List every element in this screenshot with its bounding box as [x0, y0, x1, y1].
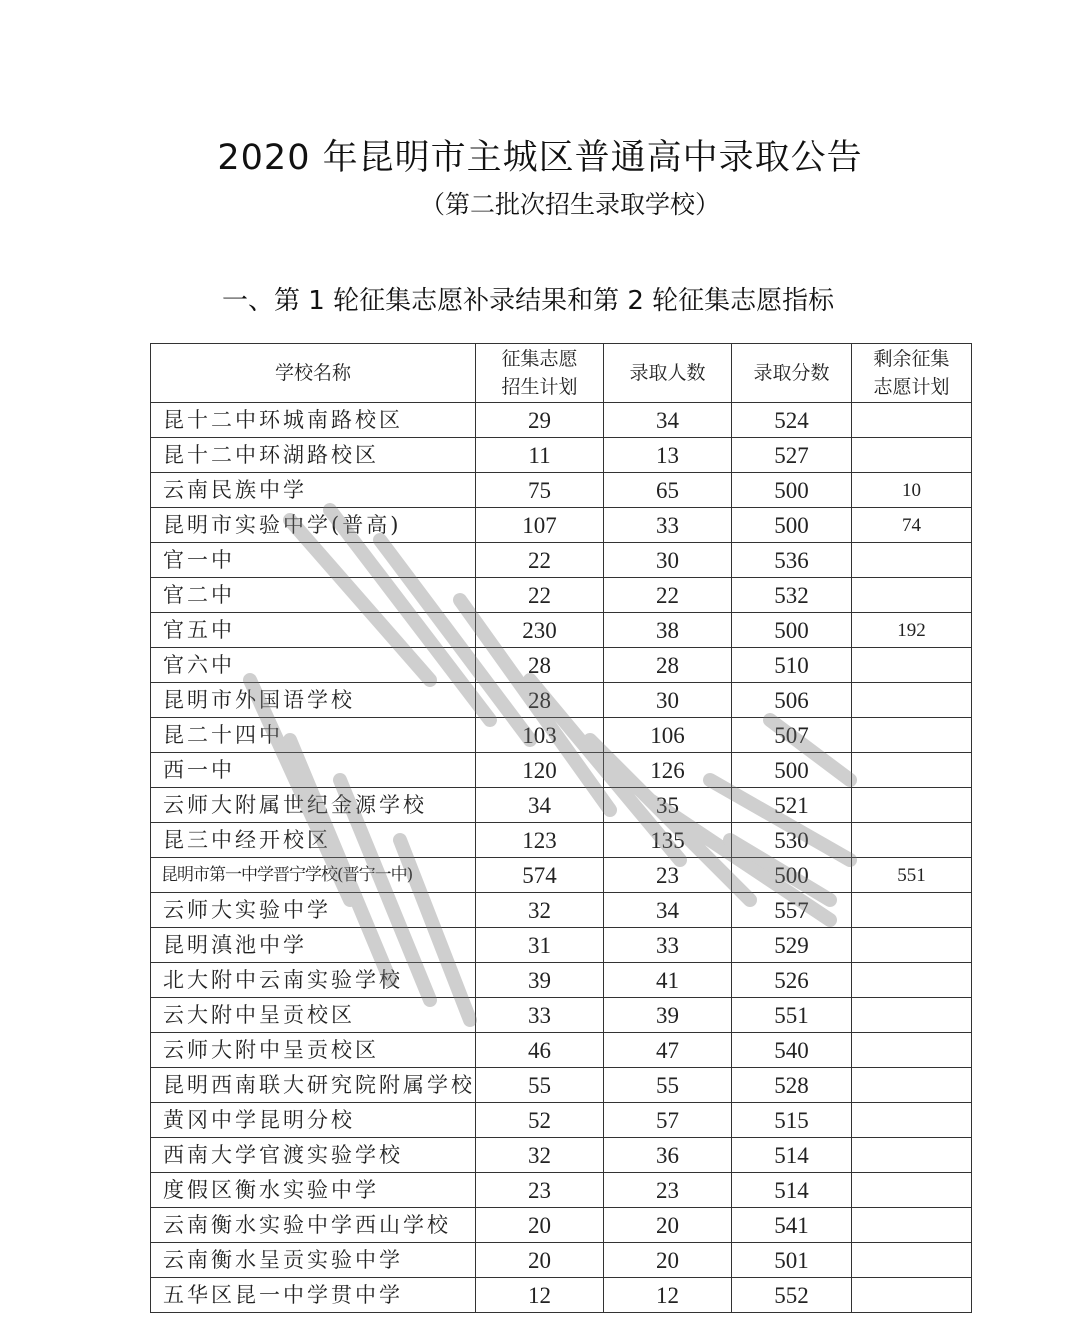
cell-remaining: [852, 753, 972, 788]
table-row: [151, 1068, 972, 1103]
cell-score: 500: [732, 508, 852, 543]
cell-admitted: 135: [604, 823, 732, 858]
cell-admitted: 126: [604, 753, 732, 788]
cell-remaining: [852, 1243, 972, 1278]
header-remaining-line2: 志愿计划: [873, 376, 950, 398]
cell-admitted: 12: [604, 1278, 732, 1313]
cell-school-name: 西一中: [151, 753, 476, 788]
cell-admitted: 28: [604, 648, 732, 683]
table-row: [151, 1103, 972, 1138]
cell-plan: 28: [476, 648, 604, 683]
cell-score: 510: [732, 648, 852, 683]
cell-admitted: 57: [604, 1103, 732, 1138]
cell-plan: 75: [476, 473, 604, 508]
cell-school-name: 昆明市外国语学校: [151, 683, 476, 718]
cell-plan: 34: [476, 788, 604, 823]
cell-remaining: [852, 823, 972, 858]
table-row: [151, 578, 972, 613]
cell-score: 515: [732, 1103, 852, 1138]
cell-plan: 20: [476, 1208, 604, 1243]
table-row: [151, 543, 972, 578]
table-row: [151, 788, 972, 823]
table-row: [151, 473, 972, 508]
cell-score: 507: [732, 718, 852, 753]
cell-score: 530: [732, 823, 852, 858]
table-row: [151, 1173, 972, 1208]
cell-plan: 22: [476, 543, 604, 578]
table-row: [151, 998, 972, 1033]
cell-plan: 29: [476, 403, 604, 438]
cell-plan: 32: [476, 893, 604, 928]
table-header-row: [151, 344, 972, 403]
cell-school-name: 黄冈中学昆明分校: [151, 1103, 476, 1138]
document-subtitle: （第二批次招生录取学校）: [419, 190, 720, 219]
cell-school-name: 官六中: [151, 648, 476, 683]
cell-school-name: 官五中: [151, 613, 476, 648]
cell-remaining: [852, 998, 972, 1033]
cell-school-name: 云南民族中学: [151, 473, 476, 508]
cell-remaining: [852, 648, 972, 683]
table-row: [151, 718, 972, 753]
cell-admitted: 47: [604, 1033, 732, 1068]
table-row: [151, 1033, 972, 1068]
cell-score: 528: [732, 1068, 852, 1103]
document-title: 2020 年昆明市主城区普通高中录取公告: [217, 138, 863, 178]
cell-remaining: [852, 543, 972, 578]
table-row: [151, 1243, 972, 1278]
cell-school-name: 云南衡水实验中学西山学校: [151, 1208, 476, 1243]
cell-school-name: 西南大学官渡实验学校: [151, 1138, 476, 1173]
cell-remaining: 10: [852, 473, 972, 508]
cell-admitted: 34: [604, 893, 732, 928]
cell-score: 514: [732, 1173, 852, 1208]
cell-admitted: 33: [604, 928, 732, 963]
section-heading: 一、第 1 轮征集志愿补录结果和第 2 轮征集志愿指标: [222, 286, 835, 316]
cell-school-name: 云师大实验中学: [151, 893, 476, 928]
cell-plan: 107: [476, 508, 604, 543]
cell-remaining: [852, 963, 972, 998]
cell-admitted: 22: [604, 578, 732, 613]
cell-score: 532: [732, 578, 852, 613]
cell-remaining: [852, 1208, 972, 1243]
cell-score: 501: [732, 1243, 852, 1278]
cell-school-name: 昆明滇池中学: [151, 928, 476, 963]
cell-remaining: [852, 788, 972, 823]
header-score: 录取分数: [732, 344, 852, 403]
cell-score: 500: [732, 473, 852, 508]
cell-plan: 23: [476, 1173, 604, 1208]
cell-admitted: 34: [604, 403, 732, 438]
header-remaining: [852, 344, 972, 403]
cell-remaining: [852, 438, 972, 473]
table-row: [151, 753, 972, 788]
cell-admitted: 20: [604, 1243, 732, 1278]
cell-score: 527: [732, 438, 852, 473]
header-plan: [476, 344, 604, 403]
cell-admitted: 35: [604, 788, 732, 823]
header-plan-line2: 招生计划: [501, 376, 578, 398]
cell-admitted: 55: [604, 1068, 732, 1103]
cell-admitted: 23: [604, 1173, 732, 1208]
cell-plan: 55: [476, 1068, 604, 1103]
cell-admitted: 65: [604, 473, 732, 508]
cell-school-name: 昆明西南联大研究院附属学校: [151, 1068, 476, 1103]
cell-score: 540: [732, 1033, 852, 1068]
table-row: [151, 438, 972, 473]
cell-admitted: 13: [604, 438, 732, 473]
cell-remaining: [852, 718, 972, 753]
cell-remaining: [852, 403, 972, 438]
cell-plan: 103: [476, 718, 604, 753]
cell-score: 500: [732, 858, 852, 893]
cell-school-name: 昆十二中环湖路校区: [151, 438, 476, 473]
cell-plan: 11: [476, 438, 604, 473]
cell-score: 524: [732, 403, 852, 438]
cell-school-name: 云师大附中呈贡校区: [151, 1033, 476, 1068]
table-row: [151, 928, 972, 963]
cell-admitted: 39: [604, 998, 732, 1033]
cell-remaining: 192: [852, 613, 972, 648]
cell-school-name: 昆十二中环城南路校区: [151, 403, 476, 438]
cell-school-name: 云大附中呈贡校区: [151, 998, 476, 1033]
table-row: [151, 403, 972, 438]
table-row: [151, 823, 972, 858]
cell-plan: 31: [476, 928, 604, 963]
cell-plan: 22: [476, 578, 604, 613]
table-row: [151, 613, 972, 648]
cell-score: 500: [732, 613, 852, 648]
cell-score: 526: [732, 963, 852, 998]
cell-admitted: 36: [604, 1138, 732, 1173]
cell-admitted: 41: [604, 963, 732, 998]
cell-remaining: 551: [852, 858, 972, 893]
cell-school-name: 昆三中经开校区: [151, 823, 476, 858]
cell-plan: 39: [476, 963, 604, 998]
cell-school-name: 度假区衡水实验中学: [151, 1173, 476, 1208]
cell-remaining: [852, 1033, 972, 1068]
cell-score: 506: [732, 683, 852, 718]
table-row: [151, 508, 972, 543]
cell-admitted: 30: [604, 683, 732, 718]
cell-plan: 28: [476, 683, 604, 718]
table-row: [151, 1278, 972, 1313]
header-remaining-line1: 剩余征集: [873, 348, 950, 370]
admission-table: [150, 343, 972, 1313]
cell-school-name: 昆明市实验中学(普高): [151, 508, 476, 543]
cell-school-name: 云南衡水呈贡实验中学: [151, 1243, 476, 1278]
cell-plan: 12: [476, 1278, 604, 1313]
cell-remaining: [852, 1068, 972, 1103]
cell-admitted: 106: [604, 718, 732, 753]
cell-plan: 32: [476, 1138, 604, 1173]
cell-admitted: 20: [604, 1208, 732, 1243]
cell-score: 514: [732, 1138, 852, 1173]
cell-school-name: 昆明市第一中学晋宁学校(晋宁一中): [151, 858, 476, 893]
cell-admitted: 38: [604, 613, 732, 648]
cell-plan: 574: [476, 858, 604, 893]
cell-plan: 230: [476, 613, 604, 648]
cell-school-name: 云师大附属世纪金源学校: [151, 788, 476, 823]
cell-admitted: 30: [604, 543, 732, 578]
cell-remaining: 74: [852, 508, 972, 543]
cell-plan: 123: [476, 823, 604, 858]
cell-score: 551: [732, 998, 852, 1033]
cell-admitted: 23: [604, 858, 732, 893]
table-row: [151, 893, 972, 928]
cell-admitted: 33: [604, 508, 732, 543]
header-plan-line1: 征集志愿: [501, 348, 578, 370]
table-row: [151, 683, 972, 718]
cell-remaining: [852, 578, 972, 613]
cell-score: 529: [732, 928, 852, 963]
cell-plan: 33: [476, 998, 604, 1033]
cell-plan: 52: [476, 1103, 604, 1138]
cell-school-name: 五华区昆一中学贯中学: [151, 1278, 476, 1313]
cell-school-name: 北大附中云南实验学校: [151, 963, 476, 998]
cell-school-name: 官二中: [151, 578, 476, 613]
table-row: [151, 648, 972, 683]
cell-remaining: [852, 928, 972, 963]
cell-remaining: [852, 893, 972, 928]
cell-score: 557: [732, 893, 852, 928]
cell-remaining: [852, 683, 972, 718]
cell-school-name: 昆二十四中: [151, 718, 476, 753]
header-admitted: 录取人数: [604, 344, 732, 403]
header-school-name: 学校名称: [151, 344, 476, 403]
table-row: [151, 858, 972, 893]
cell-remaining: [852, 1103, 972, 1138]
cell-school-name: 官一中: [151, 543, 476, 578]
cell-plan: 20: [476, 1243, 604, 1278]
cell-score: 500: [732, 753, 852, 788]
cell-score: 541: [732, 1208, 852, 1243]
table-row: [151, 1208, 972, 1243]
table-row: [151, 963, 972, 998]
cell-remaining: [852, 1278, 972, 1313]
cell-score: 521: [732, 788, 852, 823]
cell-remaining: [852, 1173, 972, 1208]
cell-plan: 120: [476, 753, 604, 788]
table-row: [151, 1138, 972, 1173]
cell-remaining: [852, 1138, 972, 1173]
cell-plan: 46: [476, 1033, 604, 1068]
cell-score: 536: [732, 543, 852, 578]
cell-score: 552: [732, 1278, 852, 1313]
